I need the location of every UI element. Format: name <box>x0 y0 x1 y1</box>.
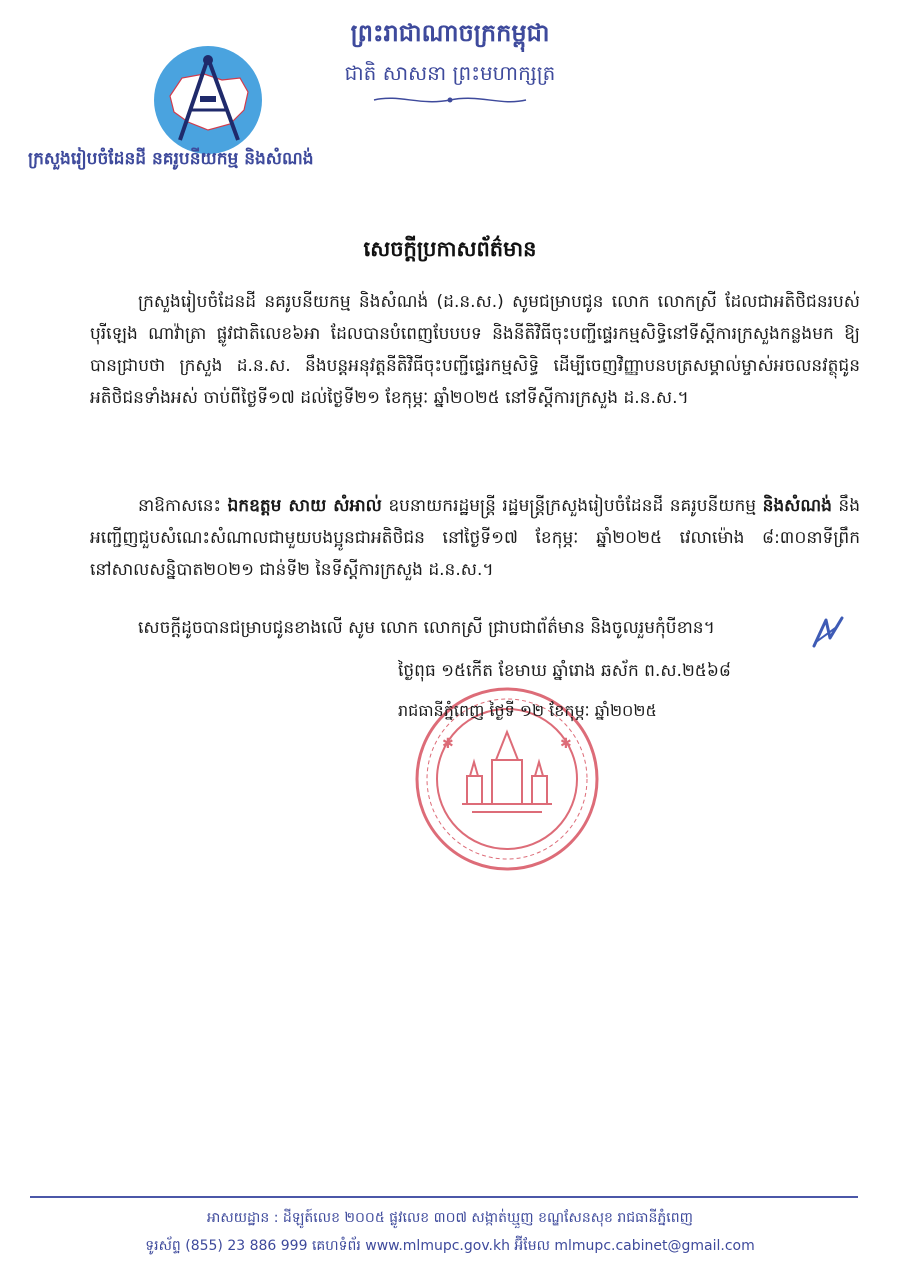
svg-text:✱: ✱ <box>560 736 572 752</box>
signature-mark-icon <box>808 612 848 652</box>
paragraph-3-text: សេចក្តីដូចបានជម្រាបជូនខាងលើ សូម លោក លោកស្រី ជ្រាបជាព័ត៌មាន និងចូលរួមកុំបីខាន។ <box>138 618 715 638</box>
paragraph-2-prefix: នាឱកាសនេះ <box>138 496 228 516</box>
minister-name: ឯកឧត្តម សាយ សំអាល់ <box>227 496 382 516</box>
ministry-name: ក្រសួងរៀបចំដែនដី នគរូបនីយកម្ម និងសំណង់ <box>28 149 314 169</box>
ministry-name-bold: និងសំណង់ <box>762 496 832 516</box>
footer-address: អាសយដ្ឋាន : ដីឡូត៍លេខ ២០០៥ ផ្លូវលេខ ៣០៧ សង្កាត់ឃ្មួញ ខណ្ឌសែនសុខ រាជធានីភ្នំពេញ <box>207 1210 693 1226</box>
svg-text:✱: ✱ <box>442 736 454 752</box>
national-motto: ជាតិ សាសនា ព្រះមហាក្សត្រ <box>344 61 556 85</box>
footer-contact: ទូរស័ព្ទ (855) 23 886 999 គេហទំព័រ www.mlmupc.gov.kh អ៊ីមែល mlmupc.cabinet@gmail.com <box>145 1238 755 1254</box>
date-place: រាជធានីភ្នំពេញ ថ្ងៃទី ១២ ខែកុម្ភៈ ឆ្នាំ២០២៥ <box>398 701 657 720</box>
date-lunar: ថ្ងៃពុធ ១៥កើត ខែមាឃ ឆ្នាំរោង ឆស័ក ព.ស.២៥៦៨ <box>398 661 731 681</box>
ornament-divider-icon <box>370 92 530 108</box>
paragraph-1-text: ក្រសួងរៀបចំដែនដី នគរូបនីយកម្ម និងសំណង់ (ដ.ន.ស.) សូមជម្រាបជូន លោក លោកស្រី ដែលជាអតិថិជនរបស់បុរីឡេង ណាវ៉ាត្រា ផ្លូវជាតិលេខ៦អា ដែលបានបំពេញបែបបទ និងនីតិវិធីចុះបញ្ជីផ្ទេរកម្មសិទ្ធិនៅទីស្តីការក្រសួងកន្លងមក ឱ្យបានជ្រាបថា ក្រសួង ដ.ន.ស. នឹងបន្តអនុវត្តនីតិវិធីចុះបញ្ជីផ្ទេរកម្មសិទ្ធិ ដើម្បីចេញវិញ្ញាបនបត្រសម្គាល់ម្ចាស់អចលនវត្ថុជូនអតិថិជនទាំងអស់ ចាប់ពីថ្ងៃទី១៧ ដល់ថ្ងៃទី២១ ខែកុម្ភៈ ឆ្នាំ២០២៥ នៅទីស្តីការក្រសួង ដ.ន.ស.។ <box>90 292 860 408</box>
paragraph-meeting <box>90 490 860 586</box>
paragraph-2-suffix: នឹងអញ្ជើញជួបសំណេះសំណាលជាមួយបងប្អូនជាអតិថិជន នៅថ្ងៃទី១៧ ខែកុម្ភៈ ឆ្នាំ២០២៥ វេលាម៉ោង ៨:៣០នាទីព្រឹក នៅសាលសន្និបាត២០២១ ជាន់ទី២ នៃទីស្តីការក្រសួង ដ.ន.ស.។ <box>90 496 860 580</box>
footer-divider <box>30 1196 858 1198</box>
ministry-logo-icon <box>152 44 264 156</box>
paragraph-2-mid: ឧបនាយករដ្ឋមន្ត្រី រដ្ឋមន្ត្រីក្រសួងរៀបចំដែនដី នគរូបនីយកម្ម <box>381 496 763 516</box>
kingdom-title: ព្រះរាជាណាចក្រកម្ពុជា <box>350 19 550 47</box>
paragraph-closing <box>90 612 860 644</box>
paragraph-announcement <box>90 286 860 414</box>
document-title: សេចក្តីប្រកាសព័ត៌មាន <box>363 237 537 261</box>
